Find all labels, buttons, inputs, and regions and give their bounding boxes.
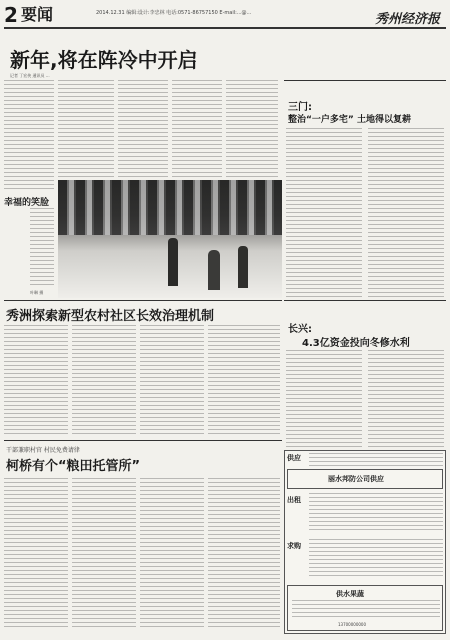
- xiuzhou-body-col4: [208, 325, 280, 435]
- photo-caption-text: [30, 208, 54, 288]
- page-number: 2: [4, 3, 18, 27]
- kexia-body-col3: [140, 478, 204, 628]
- ads-house-title: 丽水邦防公司供应: [328, 475, 384, 483]
- ads-label-rent: 出租: [287, 496, 301, 504]
- photo-board: [58, 180, 282, 235]
- xiuzhou-top-rule: [4, 300, 282, 301]
- photo-figure-1: [168, 238, 178, 286]
- sanmen-top-rule: [284, 80, 446, 81]
- xiuzhou-body-col3: [140, 325, 204, 435]
- ads-label-supply: 供应: [287, 454, 301, 462]
- changxing-body-col2: [368, 350, 444, 450]
- classified-ads: [284, 450, 446, 634]
- kexia-body-col2: [72, 478, 136, 628]
- kexia-top-rule: [4, 440, 282, 441]
- ads-sale-phone: 13700000000: [338, 622, 366, 627]
- ads-label-wanted: 求购: [287, 542, 301, 550]
- photo-figure-3: [238, 246, 248, 288]
- changxing-title: 长兴:: [288, 324, 312, 335]
- main-photo: [58, 180, 282, 298]
- xiuzhou-headline: 秀洲探索新型农村社区长效治理机制: [6, 309, 215, 324]
- ads-sale-title: 供水果蔬: [336, 590, 364, 598]
- xiuzhou-body-col1: [4, 325, 68, 435]
- masthead-rule: [4, 27, 446, 29]
- masthead: [4, 4, 446, 26]
- kexia-body-col1: [4, 478, 68, 628]
- paper-name: 秀州经济报: [374, 12, 440, 27]
- photo-credit: 叶琳 摄: [30, 290, 44, 295]
- lead-body-col1: [4, 80, 54, 190]
- ads-supply-text: [309, 453, 443, 467]
- xiuzhou-body-col2: [72, 325, 136, 435]
- kexia-kicker: 干部兼职村官 村民免费请律: [6, 447, 80, 454]
- ads-sale-box: [287, 585, 443, 631]
- photo-figure-2: [208, 250, 220, 290]
- kexia-headline: 柯桥有个“粮田托管所”: [6, 459, 141, 474]
- ads-wanted-text: [309, 539, 443, 579]
- ads-rent-text: [309, 493, 443, 533]
- ads-sale-text: [292, 600, 440, 620]
- changxing-top-rule: [284, 300, 446, 301]
- sanmen-body-col2: [368, 128, 444, 298]
- sanmen-title: 三门:: [288, 102, 312, 113]
- changxing-subtitle: 4.3亿资金投向冬修水利: [302, 338, 410, 349]
- masthead-info: 2014.12.31 编辑:设计:李忠林 电话:0571-86757150 E-mail:...@...: [96, 10, 252, 16]
- photo-caption-title: 幸福的笑脸: [4, 198, 50, 208]
- sanmen-subtitle: 整治“一户多宅” 土地得以复耕: [288, 115, 411, 125]
- ads-house-box: [287, 469, 443, 489]
- kexia-body-col4: [208, 478, 280, 628]
- section-title: 要闻: [21, 5, 54, 24]
- lead-byline: 记者 丁宏侠 通讯员 ...: [10, 73, 50, 78]
- changxing-body-col1: [286, 350, 362, 450]
- lead-headline: 新年,将在阵冷中开启: [10, 48, 198, 72]
- sanmen-body-col1: [286, 128, 362, 298]
